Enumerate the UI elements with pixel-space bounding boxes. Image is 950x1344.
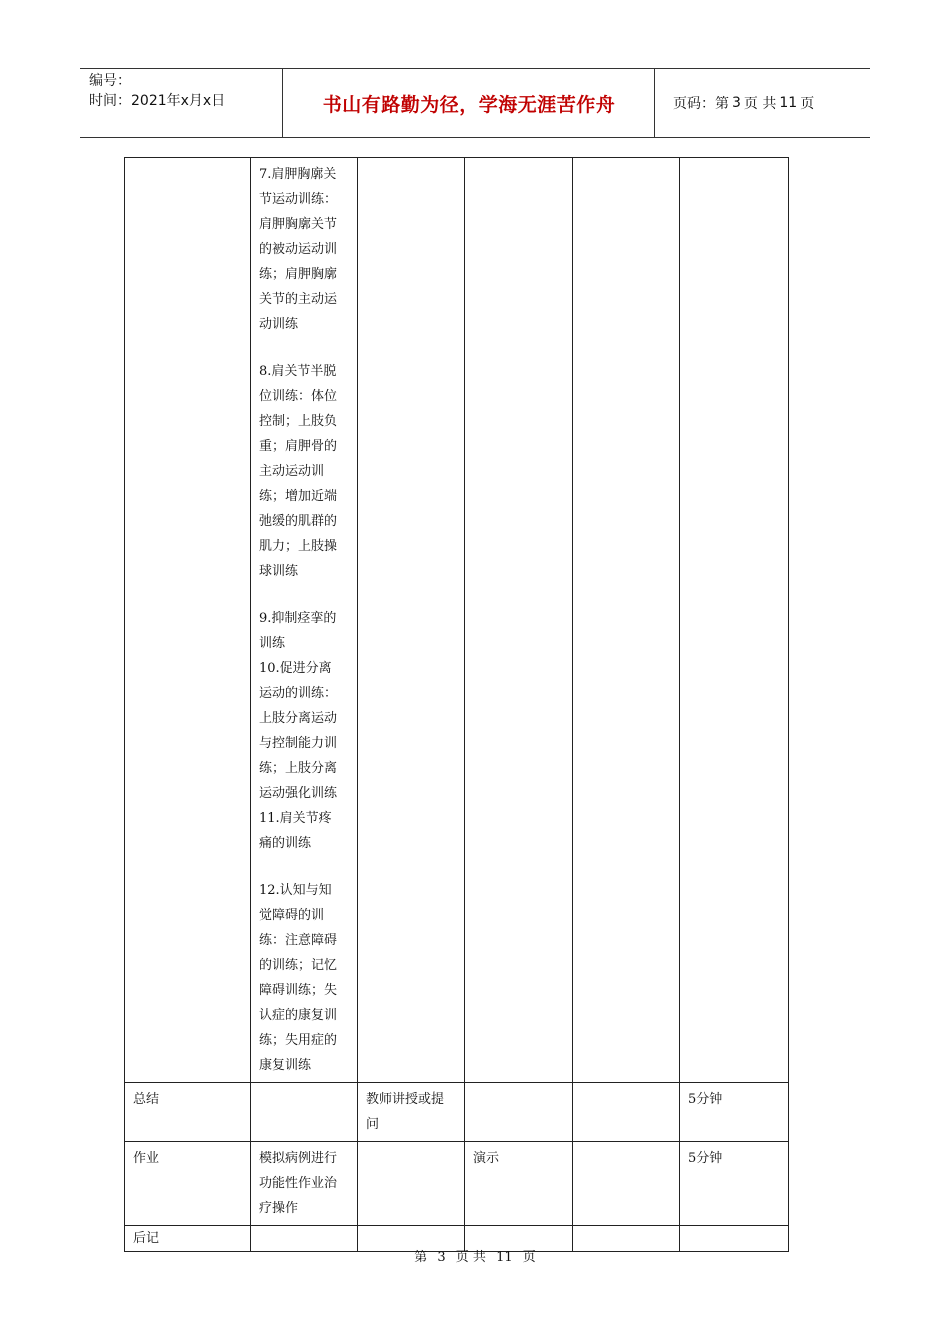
table-cell xyxy=(358,158,465,1083)
page-total: 11 xyxy=(779,95,798,111)
duration-cell: 5分钟 xyxy=(680,1142,789,1226)
method-cell: 教师讲授或提问 xyxy=(358,1083,465,1142)
header-page-info xyxy=(665,69,817,137)
footer-total-pages: 11 xyxy=(496,1250,513,1265)
header-motto: 书山有路勤为径，学海无涯苦作舟 xyxy=(322,93,616,116)
content-cell: 模拟病例进行功能性作业治疗操作 xyxy=(251,1142,358,1226)
table-cell xyxy=(573,158,680,1083)
method-cell: 演示 xyxy=(465,1142,573,1226)
table-cell xyxy=(465,158,573,1083)
table-cell xyxy=(680,158,789,1083)
section-label: 作业 xyxy=(125,1142,251,1226)
document-number: 编号： xyxy=(89,73,131,89)
footer-suffix: 页 xyxy=(522,1250,536,1265)
lesson-plan-table xyxy=(124,157,789,1252)
page-footer xyxy=(0,1246,950,1265)
page-label: 页码：第 xyxy=(673,96,729,112)
list-item: 8.肩关节半脱 位训练：体位 控制；上肢负 重；肩胛骨的 主动运动训 练；增加近端 弛缓的肌群的 肌力；上肢操 球训练 xyxy=(259,364,338,579)
page-header xyxy=(80,68,870,138)
training-content-cell xyxy=(251,158,358,1083)
table-row xyxy=(125,158,789,1083)
document-date: 时间：2021年x月x日 xyxy=(89,93,226,109)
page-current: 3 xyxy=(732,95,741,111)
list-item: 7.肩胛胸廓关 节运动训练： 肩胛胸廓关节 的被动运动训 练；肩胛胸廓 关节的主动运 动训练 xyxy=(259,167,338,332)
table-row xyxy=(125,1142,789,1226)
table-cell xyxy=(125,158,251,1083)
table-cell xyxy=(573,1083,680,1142)
footer-mid: 页 共 xyxy=(455,1250,486,1265)
section-label: 后记 xyxy=(125,1226,251,1252)
table-cell xyxy=(465,1083,573,1142)
table-cell xyxy=(573,1142,680,1226)
list-item: 12.认知与知 觉障碍的训 练：注意障碍 的训练；记忆 障碍训练；失 认症的康复训 练；失用症的 康复训练 xyxy=(259,883,338,1073)
footer-prefix: 第 xyxy=(414,1250,428,1265)
table-cell xyxy=(251,1083,358,1142)
footer-current-page: 3 xyxy=(437,1250,446,1265)
page-mid: 页 共 xyxy=(743,96,777,112)
document-meta xyxy=(89,71,225,111)
page-end: 页 xyxy=(800,96,815,112)
duration-cell: 5分钟 xyxy=(680,1083,789,1142)
list-item: 9.抑制痉挛的 训练 10.促进分离 运动的训练： 上肢分离运动 与控制能力训 练；上肢分离 运动强化训练 11.肩关节疼 痛的训练 xyxy=(259,611,338,851)
table-cell xyxy=(358,1142,465,1226)
table-row xyxy=(125,1083,789,1142)
section-label: 总结 xyxy=(125,1083,251,1142)
